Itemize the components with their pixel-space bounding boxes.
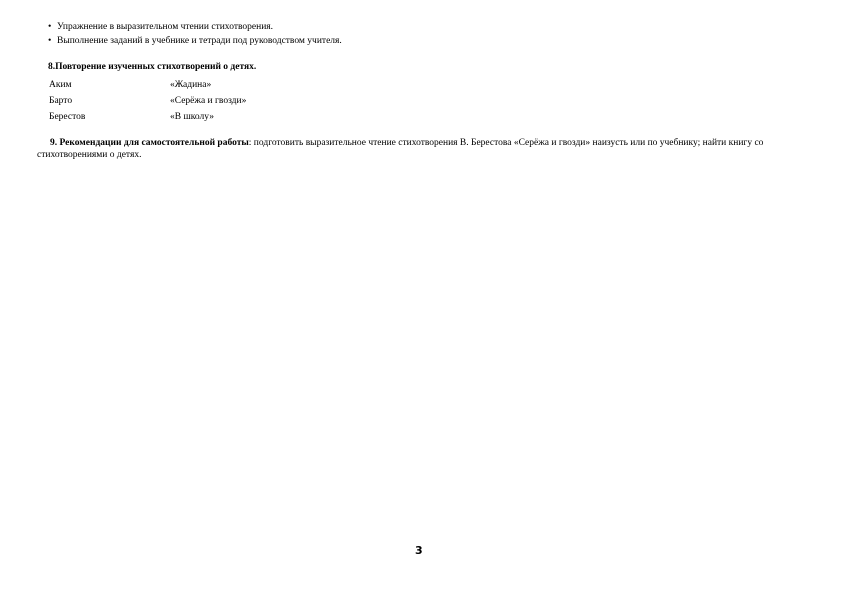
section-9-heading: 9. Рекомендации для самостоятельной работы [50,138,249,148]
bullet-item [48,34,342,48]
section-9-recommendation [37,137,809,161]
poem-author: Аким [49,80,72,90]
bullet-item [48,20,342,34]
bullet-text: Упражнение в выразительном чтении стихотворения. [57,22,274,32]
bullet-icon: • [48,36,52,46]
page-number: 3 [415,544,423,557]
bullet-text: Выполнение заданий в учебнике и тетради под руководством учителя. [57,36,342,46]
poem-title: «В школу» [170,112,215,122]
bullet-icon: • [48,22,52,32]
poem-title: «Серёжа и гвозди» [170,96,247,106]
bullet-list [48,20,342,48]
poem-author: Барто [49,96,73,106]
poem-title: «Жадина» [170,80,212,90]
poem-author: Берестов [49,112,86,122]
section-9-text: : подготовить выразительное чтение стихотворения В. Берестова «Серёжа и гвозди» наизусть или по учебнику; найти книгу со стихотворениями о детях. [37,138,764,160]
section-8-title: 8.Повторение изученных стихотворений о детях. [48,62,257,72]
